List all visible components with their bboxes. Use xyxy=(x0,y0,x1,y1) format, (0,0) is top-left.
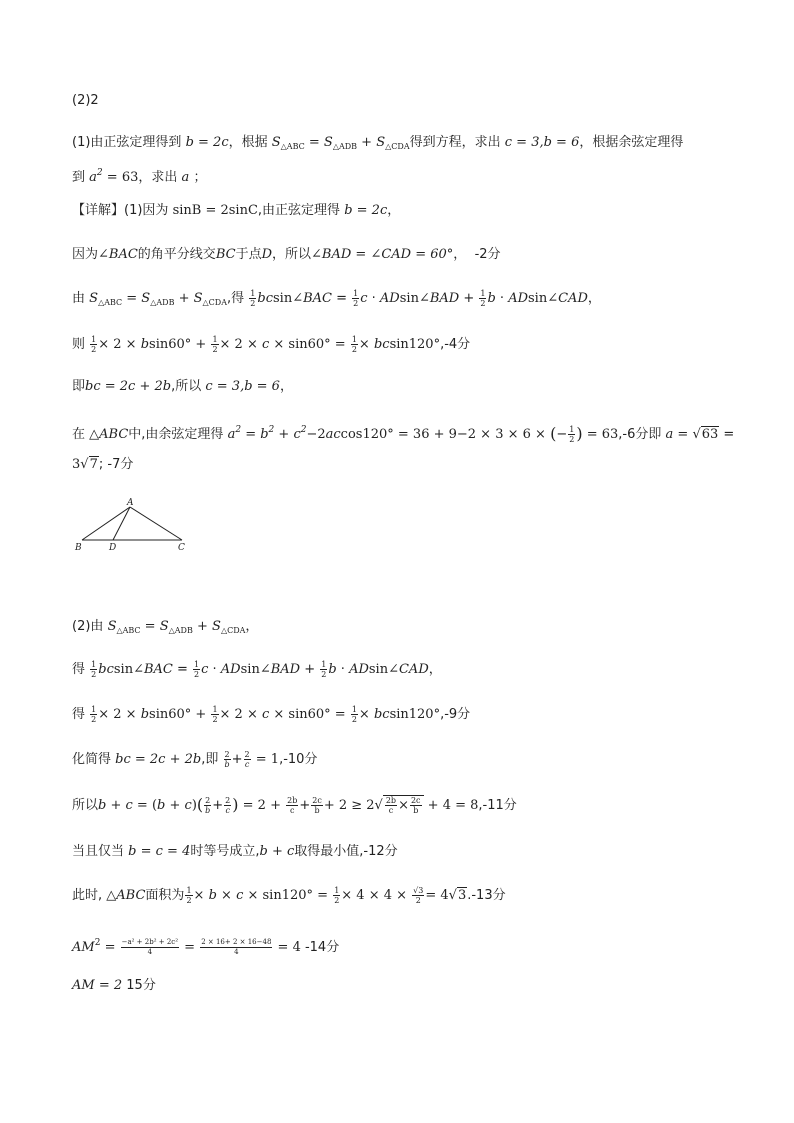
part2-line-7: 此时, △ABC面积为 $\frac{1}{2}$ × b × c × sin120° = $\frac{1}{2}$ × 4 × 4 × $\frac{√3}{2}$ = 4√3.-13分 xyxy=(72,886,506,905)
hint-line-2: 到 $a^2 = 63$，求出 a ； xyxy=(72,168,207,185)
point-d-label: D xyxy=(109,543,117,553)
part2-line-8: $AM^2$ = $\frac{\text{−a² + 2b² + 2c²}}{4}$ = $\frac{2 \times 16+ 2 \times 16-48}{4}$ = 4 -14分 xyxy=(72,938,340,956)
detail-line-2: 因为∠BAC的角平分线交BC于点D，所以∠BAD = ∠CAD = 60°， -2分 xyxy=(72,247,501,262)
side-ac xyxy=(130,507,182,540)
part2-line-3: 得 $\frac{1}{2}$ × 2 × bsin60° + $\frac{1}{2}$ × 2 × c × sin60° = $\frac{1}{2}$ × bcsin120°,-9分 xyxy=(72,705,471,724)
part2-line-1: (2)由 $S_{\triangle ABC} = S_{\triangle ADB} + S_{\triangle CDA}$， xyxy=(72,619,259,635)
detail-line-6: 在 △ABC中,由余弦定理得 $a^2 = b^2 + c^2-2accos120^\circ = 36 + 9-2 \times 3 \times 6$ × (− $\frac{1}{2}$ ) = 63,-6分即 a = √63 = xyxy=(72,424,735,444)
part2-line-2: 得 $\frac{1}{2}$ bcsin∠BAC = $\frac{1}{2}$ c · ADsin∠BAD + $\frac{1}{2}$ b · ADsin∠CAD， xyxy=(72,660,442,679)
detail-line-3: 由 $S_{\triangle ABC} = S_{\triangle ADB} + S_{\triangle CDA}$,得 $\frac{1}{2}$ bcsin∠BAC = $\frac{1}{2}$ c · ADsin∠BAD + $\frac{1}{2}$ b · ADsin∠CAD， xyxy=(72,289,601,308)
detail-line-5: 即bc = 2c + 2b,所以 c = 3,b = 6， xyxy=(72,379,293,394)
triangle-figure xyxy=(72,497,192,555)
bisector-ad xyxy=(113,507,130,540)
part2-line-9: AM = 2 15分 xyxy=(72,978,156,993)
side-ab xyxy=(82,507,130,540)
part2-line-5: 所以b + c = (b + c)( $\frac{2}{b}$ + $\frac{2}{c}$ ) = 2 + $\frac{2b}{c}$ + $\frac{2c}{b}$ + 2 ≥ 2√ $\frac{2b}{c}$ × $\frac{2c}{b}$ + 4 = 8,-11分 xyxy=(72,795,517,815)
part-2-answer: (2)2 xyxy=(72,93,99,108)
vertex-c-label: C xyxy=(178,543,185,553)
hint-line-1: (1)由正弦定理得到 b = 2c，根据 $S_{\triangle ABC} = S_{\triangle ADB} + S_{\triangle CDA}$得到方程，求出 c = 3,b = 6，根据余弦定理得 xyxy=(72,135,684,151)
detail-line-7: 3√7; -7分 xyxy=(72,457,134,472)
detail-line-4: 则 $\frac{1}{2}$ × 2 × bsin60° + $\frac{1}{2}$ × 2 × c × sin60° = $\frac{1}{2}$ × bcsin120°,-4分 xyxy=(72,335,471,354)
part2-line-6: 当且仅当 b = c = 4时等号成立,b + c取得最小值,-12分 xyxy=(72,844,398,859)
vertex-a-label: A xyxy=(127,498,134,508)
part2-line-4: 化简得 bc = 2c + 2b,即 $\frac{2}{b}$ + $\frac{2}{c}$ = 1,-10分 xyxy=(72,750,318,769)
detail-line-1: 【详解】(1)因为 sinB = 2sinC,由正弦定理得 b = 2c， xyxy=(72,203,401,218)
vertex-b-label: B xyxy=(75,543,82,553)
